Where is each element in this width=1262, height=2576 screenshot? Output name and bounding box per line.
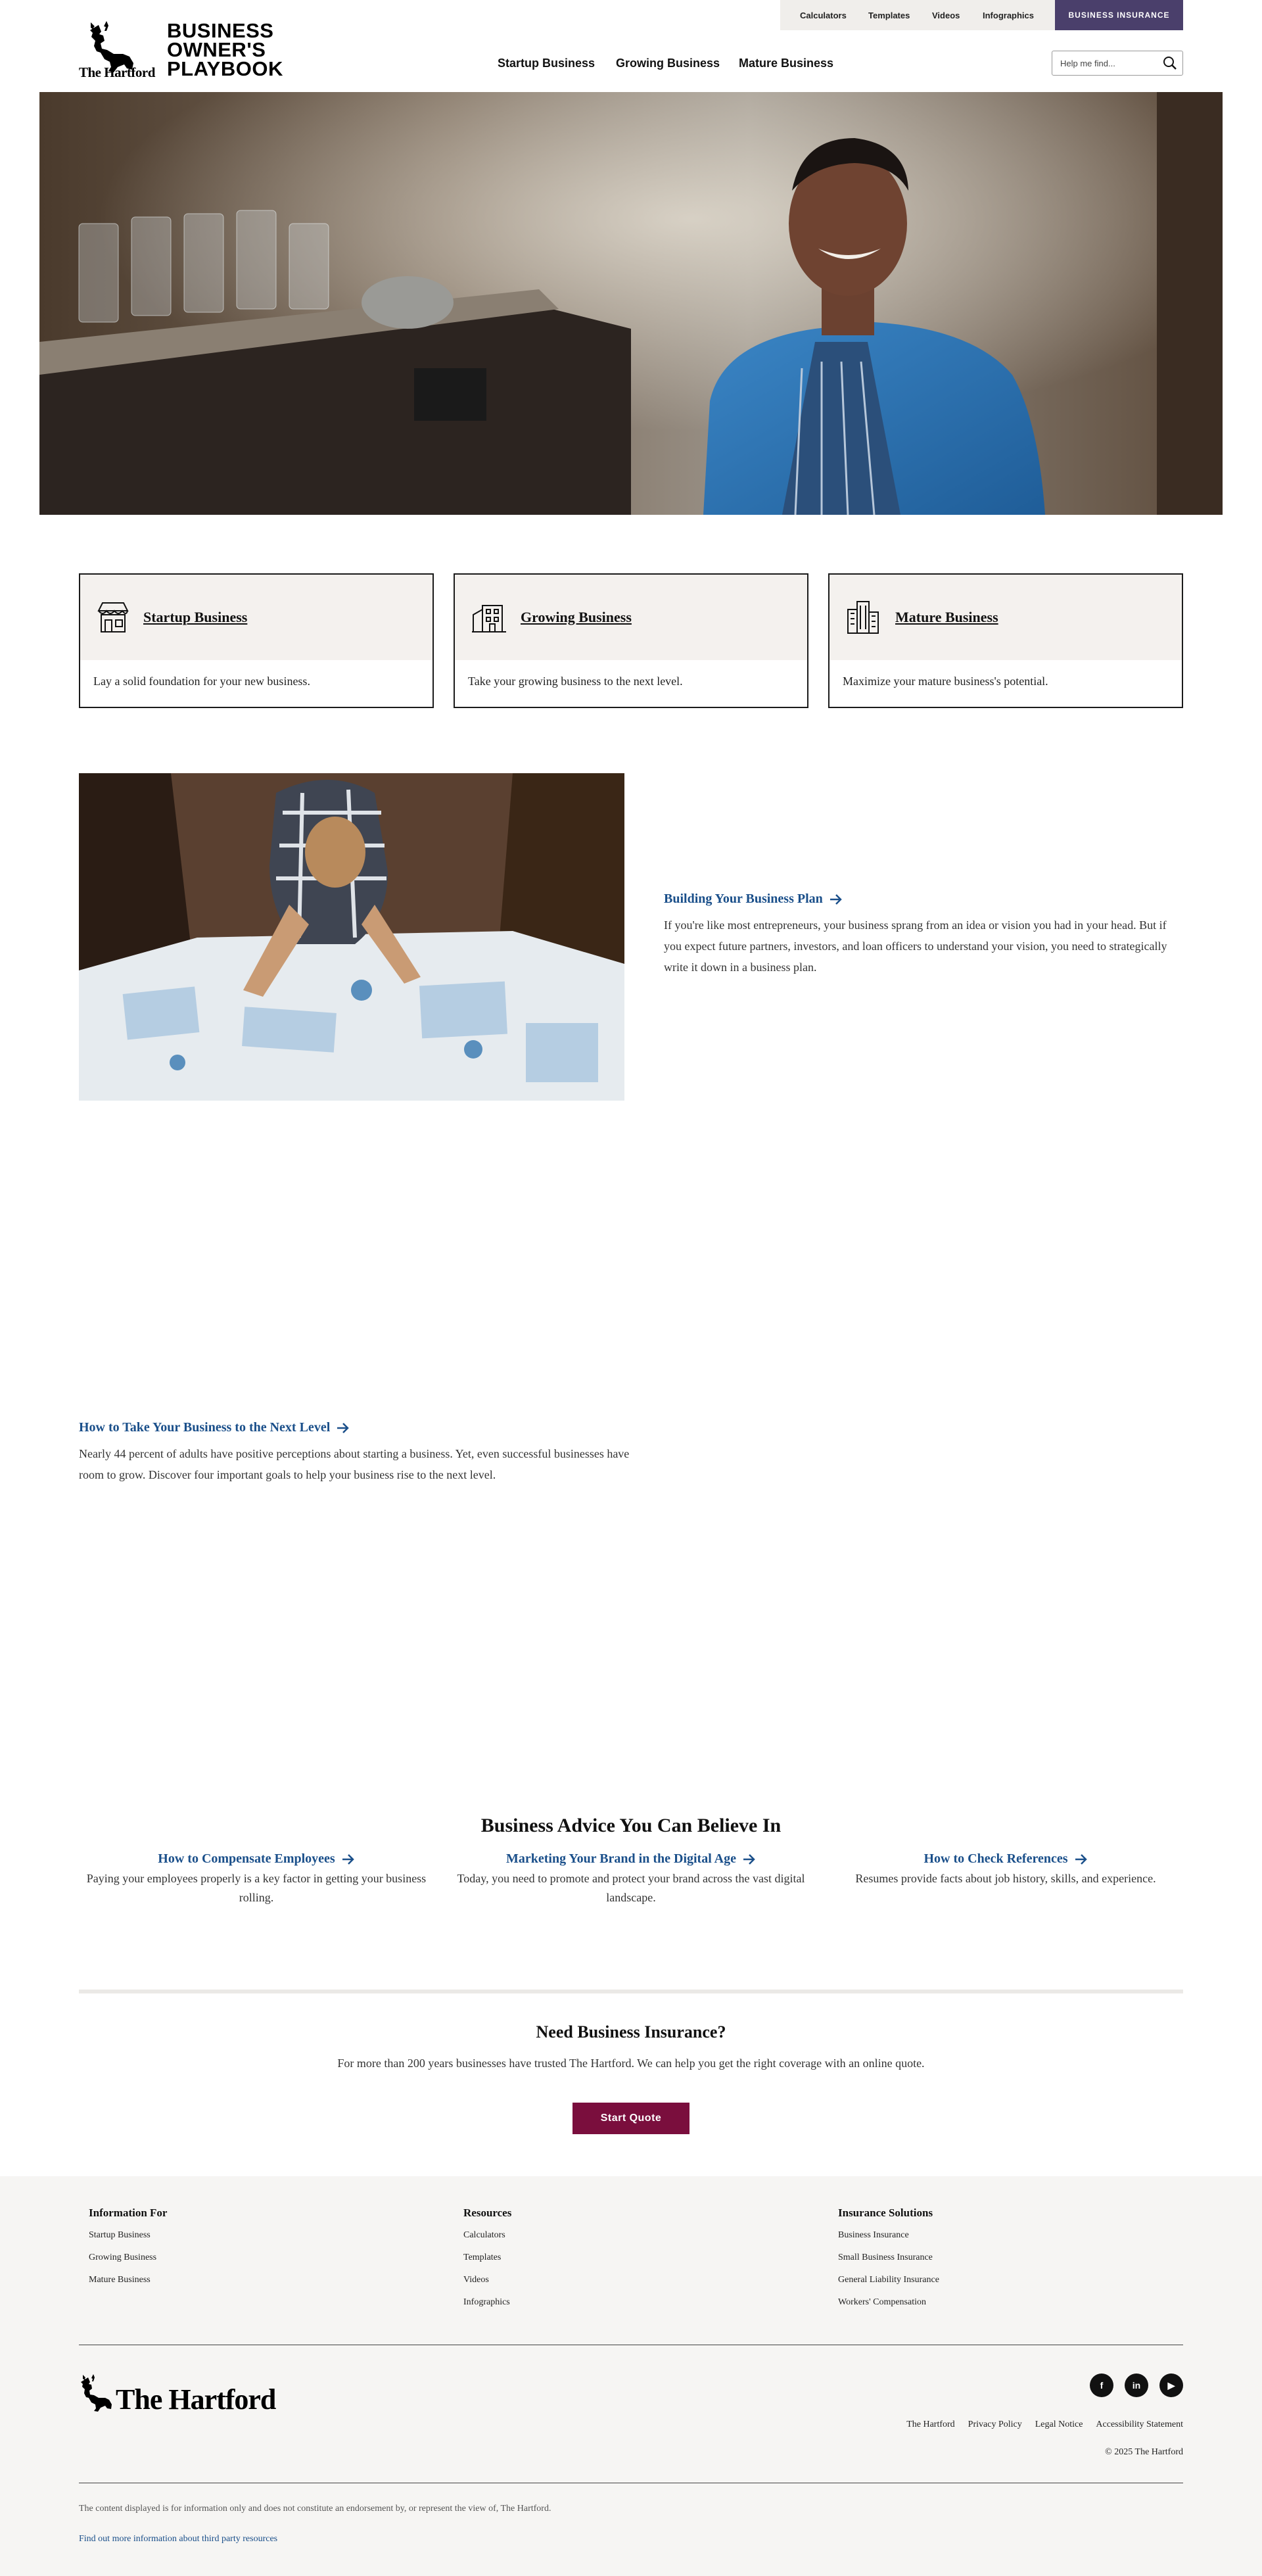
- footer-link[interactable]: Small Business Insurance: [838, 2253, 933, 2262]
- footer-link[interactable]: Growing Business: [89, 2253, 157, 2262]
- card-growing-business[interactable]: [454, 573, 808, 708]
- skyscraper-icon: [845, 599, 882, 636]
- footer: [0, 2176, 1262, 2576]
- card-header: [830, 575, 1182, 660]
- footer-link[interactable]: Mature Business: [89, 2275, 151, 2285]
- footer-link-legal-notice[interactable]: Legal Notice: [1035, 2420, 1083, 2429]
- advice-text: Today, you need to promote and protect your brand across the vast digital landscape.: [457, 1872, 805, 1904]
- advice-item-references: [828, 1851, 1183, 1888]
- hero-image: [39, 92, 1223, 515]
- business-plan-image: [79, 773, 624, 1101]
- footer-link-privacy-policy[interactable]: Privacy Policy: [968, 2420, 1022, 2429]
- linkedin-icon[interactable]: in: [1125, 2373, 1148, 2397]
- search-input[interactable]: [1052, 51, 1183, 76]
- card-title[interactable]: Mature Business: [895, 609, 998, 625]
- youtube-icon[interactable]: ▶: [1159, 2373, 1183, 2397]
- footer-link-the-hartford[interactable]: The Hartford: [906, 2420, 955, 2429]
- footer-link[interactable]: Workers' Compensation: [838, 2297, 926, 2307]
- arrow-right-icon: [743, 1853, 756, 1865]
- third-party-link[interactable]: Find out more information about third party resources: [79, 2534, 278, 2544]
- article-next-level: [79, 1420, 631, 1485]
- nav-growing-business[interactable]: [616, 57, 720, 70]
- card-description: Take your growing business to the next level.: [468, 675, 683, 688]
- advice-item-compensate: [79, 1851, 434, 1907]
- logo-line-1: BUSINESS: [167, 19, 274, 42]
- nav-startup-business-label[interactable]: Startup Business: [498, 57, 596, 70]
- footer-column-resources: [463, 2206, 511, 2320]
- footer-legal-links: [906, 2420, 1183, 2430]
- advice-text: Resumes provide facts about job history, skills, and experience.: [855, 1872, 1156, 1885]
- card-title[interactable]: Growing Business: [521, 609, 632, 625]
- footer-link[interactable]: Startup Business: [89, 2230, 151, 2240]
- card-title[interactable]: Startup Business: [143, 609, 248, 625]
- facebook-icon[interactable]: f: [1090, 2373, 1113, 2397]
- article-text: Nearly 44 percent of adults have positive perceptions about starting a business. Yet, even successful businesses have room to grow. Discover four important goals to help your business rise to the next level.: [79, 1447, 630, 1481]
- business-insurance-button[interactable]: BUSINESS INSURANCE: [1055, 0, 1183, 30]
- advice-link[interactable]: [158, 1851, 354, 1867]
- insurance-text: For more than 200 years businesses have trusted The Hartford. We can help you get the right coverage with an online quote.: [337, 2057, 925, 2070]
- footer-link[interactable]: Templates: [463, 2253, 502, 2262]
- advice-title[interactable]: How to Check References: [923, 1851, 1068, 1866]
- photo-woman-planning: [79, 773, 624, 1101]
- footer-column-title: Information For: [89, 2206, 168, 2219]
- insurance-heading: Need Business Insurance?: [536, 2022, 726, 2041]
- utility-link-calculators[interactable]: Calculators: [800, 11, 847, 20]
- start-quote-button[interactable]: Start Quote: [573, 2103, 689, 2134]
- stag-icon: [79, 2373, 113, 2414]
- advice-link[interactable]: [506, 1851, 756, 1867]
- footer-column-information-for: [89, 2206, 167, 2297]
- footer-column-title: Insurance Solutions: [838, 2206, 933, 2219]
- article-title[interactable]: How to Take Your Business to the Next Level: [79, 1420, 331, 1435]
- article-title[interactable]: Building Your Business Plan: [664, 892, 823, 906]
- logo-title: [167, 21, 283, 78]
- search-placeholder: Help me find...: [1060, 58, 1115, 68]
- nav-mature-business-label[interactable]: Mature Business: [739, 57, 834, 70]
- footer-column-title: Resources: [463, 2206, 512, 2219]
- hartford-brand: The Hartford: [116, 2383, 276, 2416]
- footer-link[interactable]: General Liability Insurance: [838, 2275, 939, 2285]
- nav-mature-business[interactable]: [739, 57, 833, 70]
- arrow-right-icon: [337, 1422, 350, 1434]
- nav-startup-business[interactable]: [498, 57, 595, 70]
- footer-link[interactable]: Business Insurance: [838, 2230, 909, 2240]
- card-description: Lay a solid foundation for your new business.: [93, 675, 310, 688]
- utility-link-templates[interactable]: Templates: [868, 11, 910, 20]
- hero-photo-barista: [39, 92, 1223, 515]
- card-description: Maximize your mature business's potential.: [843, 675, 1048, 688]
- storefront-icon: [96, 600, 130, 634]
- article-link[interactable]: [79, 1420, 350, 1435]
- logo-line-3: PLAYBOOK: [167, 57, 283, 80]
- article-link[interactable]: [664, 892, 843, 907]
- article-building-business-plan: [664, 892, 1183, 978]
- search-icon[interactable]: [1163, 56, 1177, 70]
- arrow-right-icon: [830, 894, 843, 905]
- copyright: © 2025 The Hartford: [1105, 2447, 1183, 2457]
- card-mature-business[interactable]: [828, 573, 1183, 708]
- footer-link[interactable]: Videos: [463, 2275, 489, 2285]
- building-icon: [471, 600, 507, 634]
- utility-link-videos[interactable]: Videos: [932, 11, 960, 20]
- playbook-logo[interactable]: [79, 20, 289, 79]
- advice-link[interactable]: [923, 1851, 1087, 1867]
- advice-title[interactable]: Marketing Your Brand in the Digital Age: [505, 1851, 736, 1866]
- card-header: [80, 575, 432, 660]
- utility-link-infographics[interactable]: Infographics: [983, 11, 1035, 20]
- card-header: [455, 575, 807, 660]
- footer-link-accessibility[interactable]: Accessibility Statement: [1096, 2420, 1183, 2429]
- advice-title[interactable]: How to Compensate Employees: [158, 1851, 335, 1866]
- arrow-right-icon: [342, 1853, 355, 1865]
- card-startup-business[interactable]: [79, 573, 434, 708]
- advice-item-marketing: [454, 1851, 808, 1907]
- advice-heading: Business Advice You Can Believe In: [480, 1815, 782, 1836]
- footer-column-insurance-solutions: [838, 2206, 939, 2320]
- footer-link[interactable]: Infographics: [463, 2297, 510, 2307]
- logo-line-2: OWNER'S: [167, 38, 266, 61]
- arrow-right-icon: [1075, 1853, 1088, 1865]
- logo-brand: The Hartford: [79, 64, 155, 80]
- footer-link[interactable]: Calculators: [463, 2230, 505, 2240]
- article-text: If you're like most entrepreneurs, your business sprang from an idea or vision you had in your head. But if you expect future partners, investors, and loan officers to understand your vision, you need to strategically write it down in a business plan.: [664, 918, 1167, 974]
- nav-growing-business-label[interactable]: Growing Business: [616, 57, 720, 70]
- disclaimer: The content displayed is for information only and does not constitute an endorsement by, or represent the view of, The Hartford.: [79, 2504, 551, 2514]
- hartford-logo[interactable]: [79, 2373, 296, 2420]
- section-divider: [79, 1990, 1183, 1993]
- advice-text: Paying your employees properly is a key factor in getting your business rolling.: [86, 1872, 427, 1904]
